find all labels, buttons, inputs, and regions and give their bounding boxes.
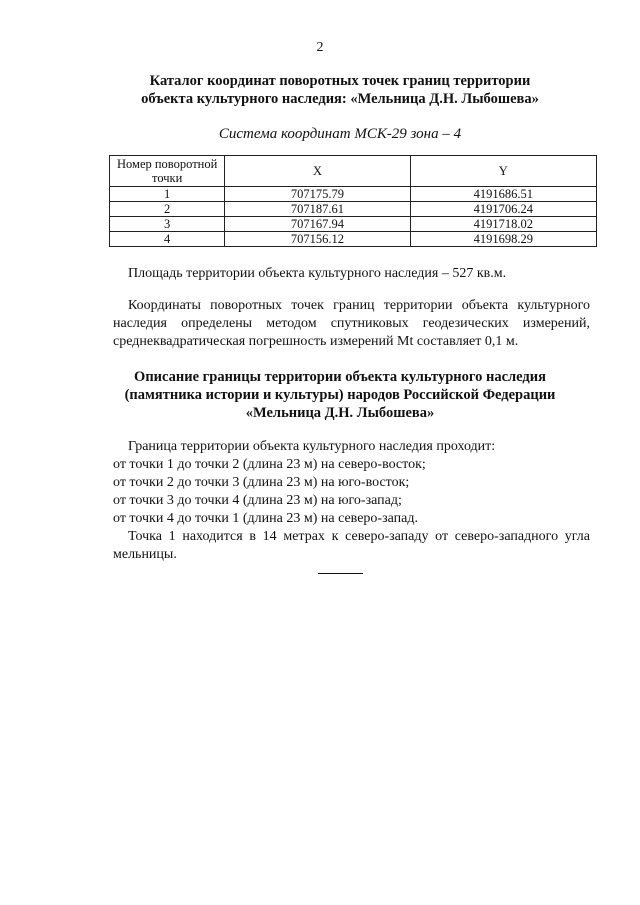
catalog-title-line-1: Каталог координат поворотных точек границ территории (149, 73, 531, 89)
boundary-description-heading (80, 368, 600, 422)
boundary-intro-text: Граница территории объекта культурного наследия проходит: (128, 439, 496, 454)
column-header-y: Y (410, 156, 596, 187)
boundary-description-list (113, 438, 590, 528)
table-row (110, 217, 597, 232)
area-paragraph (113, 265, 590, 283)
point1-location-paragraph (113, 528, 590, 564)
y-coordinate-cell: 4191686.51 (410, 187, 596, 202)
end-divider (318, 573, 363, 574)
coordinates-method-paragraph (113, 297, 590, 351)
coordinates-table (109, 155, 597, 247)
list-item: от точки 4 до точки 1 (длина 23 м) на северо-запад. (113, 511, 418, 526)
list-item: от точки 1 до точки 2 (длина 23 м) на северо-восток; (113, 457, 426, 472)
coordinates-method-text: Координаты поворотных точек границ территории объекта культурного наследия определены методом спутниковых геодезических измерений, среднеквадратическая погрешность измерений Mt составляет 0,1 м. (113, 298, 590, 349)
boundary-heading-line-1: Описание границы территории объекта культурного наследия (134, 369, 546, 385)
point1-location-text: Точка 1 находится в 14 метрах к северо-западу от северо-западного угла мельницы. (113, 529, 590, 562)
area-text: Площадь территории объекта культурного наследия – 527 кв.м. (128, 266, 507, 281)
table-row (110, 187, 597, 202)
list-item: от точки 3 до точки 4 (длина 23 м) на юго-запад; (113, 493, 402, 508)
page-number: 2 (316, 40, 324, 55)
table-row (110, 232, 597, 247)
column-header-x: X (225, 156, 410, 187)
column-header-point-number: Номер поворотной точки (110, 156, 225, 187)
table-row (110, 202, 597, 217)
coordinate-system-subtitle: Система координат МСК-29 зона – 4 (218, 126, 462, 142)
boundary-heading-line-3: «Мельница Д.Н. Лыбошева» (245, 405, 435, 421)
point-number-cell: 2 (110, 202, 225, 217)
x-coordinate-cell: 707167.94 (225, 217, 410, 232)
point-number-cell: 1 (110, 187, 225, 202)
x-coordinate-cell: 707156.12 (225, 232, 410, 247)
table-header-row (110, 156, 597, 187)
boundary-intro (113, 438, 590, 456)
x-coordinate-cell: 707175.79 (225, 187, 410, 202)
x-coordinate-cell: 707187.61 (225, 202, 410, 217)
point-number-cell: 4 (110, 232, 225, 247)
point-number-cell: 3 (110, 217, 225, 232)
boundary-heading-line-2: (памятника истории и культуры) народов Российской Федерации (124, 387, 556, 403)
y-coordinate-cell: 4191718.02 (410, 217, 596, 232)
catalog-title (80, 72, 600, 108)
list-item: от точки 2 до точки 3 (длина 23 м) на юго-восток; (113, 475, 410, 490)
catalog-title-line-2: объекта культурного наследия: «Мельница Д.Н. Лыбошева» (141, 91, 539, 107)
y-coordinate-cell: 4191698.29 (410, 232, 596, 247)
y-coordinate-cell: 4191706.24 (410, 202, 596, 217)
